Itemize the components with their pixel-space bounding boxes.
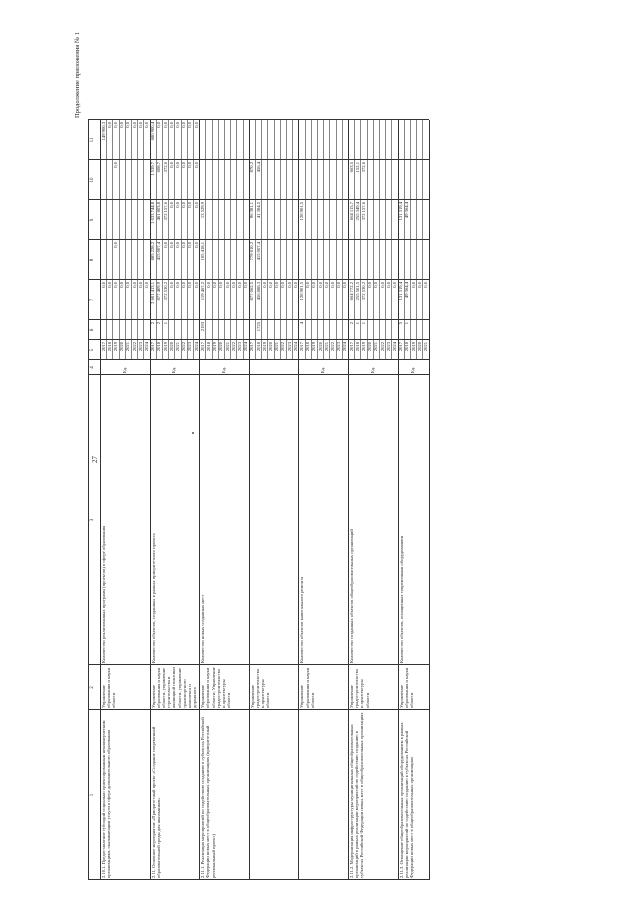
value-cell: 0,0 <box>174 282 180 288</box>
year-cell: 2023 <box>187 342 193 352</box>
unit-label: Ед. <box>410 366 416 373</box>
year-cell: 2021 <box>174 342 180 352</box>
activity-name <box>250 712 298 878</box>
header-divider <box>100 120 101 880</box>
indicator-name: Количество объектов, оснащенных современным оборудованием <box>398 535 404 663</box>
grid-line <box>243 120 244 360</box>
grid-line <box>323 120 324 360</box>
value-cell: 0,0 <box>212 282 218 288</box>
value-cell: 0,0 <box>168 242 174 248</box>
grid-line <box>224 120 225 360</box>
grid-line <box>336 120 337 360</box>
value-cell: 0,0 <box>385 282 391 288</box>
value-cell: 0,0 <box>317 282 323 288</box>
executor-name: Управление градостроительства и архитектуры области <box>249 669 271 708</box>
value-cell: 0,0 <box>143 122 149 128</box>
value-cell: 664 772,2 <box>348 282 354 301</box>
year-cell: 2023 <box>236 342 242 352</box>
year-cell: 2019 <box>410 342 416 352</box>
year-cell: 2017 <box>348 342 354 352</box>
column-divider <box>88 239 429 240</box>
executor-name: Управление образования и науки области <box>299 667 315 708</box>
value-cell: 461 803,8 <box>156 202 162 221</box>
column-header: 3 <box>90 518 95 522</box>
unit-label: Ед. <box>171 366 177 373</box>
year-cell: 2022 <box>329 342 335 352</box>
value-cell: 456,4 <box>255 162 261 173</box>
value-cell: 0,0 <box>125 282 131 288</box>
value-cell: 0,0 <box>119 122 125 128</box>
grid-line <box>373 120 374 360</box>
year-cell: 2022 <box>131 342 137 352</box>
value-cell: 680 900,4 <box>150 122 156 141</box>
year-cell: 2018 <box>255 342 261 352</box>
value-cell: 779 810,2 <box>249 242 255 261</box>
value-cell: 96 381,1 <box>249 202 255 219</box>
column-header: 9 <box>90 218 95 222</box>
year-cell: 2017 <box>398 342 404 352</box>
grid-line <box>385 120 386 360</box>
value-cell: 13 529,9 <box>199 202 205 219</box>
unit-label: Ед. <box>369 366 375 373</box>
value-cell: 0,0 <box>267 282 273 288</box>
value-cell: 0,0 <box>119 282 125 288</box>
value-cell: 0,0 <box>106 122 112 128</box>
value-cell: 0,0 <box>286 282 292 288</box>
value-cell: 1 <box>404 322 410 325</box>
value-cell: 0,0 <box>205 282 211 288</box>
value-cell: 0,0 <box>181 242 187 248</box>
column-header: 7 <box>90 298 95 302</box>
activity-name: 2.10.1. Предоставление субсидий социально ориентированным некоммерческим организациям, оказывающим услуги в сфере дополнительного образования <box>101 720 112 878</box>
value-cell: 663,5 <box>348 162 354 173</box>
year-cell: 2020 <box>317 342 323 352</box>
column-divider <box>88 879 429 880</box>
value-cell: 131 319,4 <box>398 282 404 301</box>
grid-line <box>367 120 368 360</box>
value-cell: 5 <box>398 322 404 325</box>
year-cell: 2020 <box>416 342 422 352</box>
grid-line <box>212 120 213 360</box>
value-cell: 0,0 <box>112 282 118 288</box>
grid-line <box>342 120 343 360</box>
value-cell: 1 <box>360 322 366 325</box>
activity-name: 2.11.2. Модернизация инфраструктуры муниципальных общеобразовательных организаций в рамках реализации мероприятий по содействию созданию в субъектах Российской Федерации новых мест в общеобразовательных организациях <box>349 712 365 878</box>
grid-line <box>379 120 380 360</box>
value-cell: 0,0 <box>112 242 118 248</box>
value-cell: 0,0 <box>162 242 168 248</box>
value-cell: 0,0 <box>379 282 385 288</box>
value-cell: 0,0 <box>305 282 311 288</box>
column-header: 11 <box>90 137 95 143</box>
column-divider <box>88 119 429 120</box>
year-cell: 2023 <box>336 342 342 352</box>
value-cell: 0,0 <box>187 162 193 168</box>
executor-name: Управление образования и науки области <box>398 667 414 708</box>
value-cell: 2193 <box>199 322 205 332</box>
value-cell: 0,0 <box>131 122 137 128</box>
column-header: 4 <box>90 366 95 369</box>
grid-line <box>329 120 330 360</box>
year-cell: 2021 <box>224 342 230 352</box>
value-cell: 372,6 <box>162 162 168 173</box>
value-cell: 2 <box>348 322 354 325</box>
value-cell: 0,0 <box>292 282 298 288</box>
year-cell: 2017 <box>199 342 205 352</box>
year-cell: 2019 <box>162 342 168 352</box>
year-cell: 2017 <box>150 342 156 352</box>
column-header: 2 <box>90 686 95 689</box>
grid-line <box>230 120 231 360</box>
value-cell: 0,0 <box>416 282 422 288</box>
year-cell: 2019 <box>311 342 317 352</box>
value-cell: 49 364,4 <box>404 202 410 219</box>
value-cell: 0,0 <box>280 282 286 288</box>
value-cell: 1725 <box>255 322 261 332</box>
year-cell: 2023 <box>385 342 391 352</box>
year-cell: 2023 <box>286 342 292 352</box>
executor-name: Управление образования и науки области; Управление градостроительства и архитектуры области <box>200 667 232 708</box>
value-cell: 0,0 <box>193 242 199 248</box>
column-divider <box>88 279 429 280</box>
value-cell: 0,0 <box>274 282 280 288</box>
year-cell: 2017 <box>100 342 106 352</box>
year-cell: 2018 <box>156 342 162 352</box>
value-cell: 0,0 <box>174 202 180 208</box>
year-cell: 2021 <box>422 342 428 352</box>
value-cell: 0,0 <box>181 282 187 288</box>
activity-name <box>299 712 347 878</box>
value-cell: 0,0 <box>106 282 112 288</box>
value-cell: 415 007,4 <box>156 242 162 261</box>
year-cell: 2018 <box>106 342 112 352</box>
year-cell: 2019 <box>212 342 218 352</box>
value-cell: 1 539,7 <box>150 162 156 176</box>
value-cell: 0,0 <box>422 282 428 288</box>
value-cell: 0,0 <box>193 202 199 208</box>
value-cell: 372 530,2 <box>360 282 366 301</box>
indicator-name: Количество объектов капитального ремонта <box>299 576 305 663</box>
value-cell: 0,0 <box>243 282 249 288</box>
grid-line <box>218 120 219 360</box>
year-cell: 2024 <box>292 342 298 352</box>
year-cell: 2024 <box>342 342 348 352</box>
value-cell: 0,0 <box>261 282 267 288</box>
column-divider <box>88 319 429 320</box>
value-cell: 0,0 <box>342 282 348 288</box>
data-table <box>88 32 640 880</box>
value-cell: 870,2 <box>249 162 255 173</box>
value-cell: 119 467,2 <box>199 282 205 301</box>
value-cell: 255 501,5 <box>354 282 360 301</box>
value-cell: 0,0 <box>168 282 174 288</box>
value-cell: 0,0 <box>193 122 199 128</box>
value-cell: 0,0 <box>168 162 174 168</box>
year-cell: 2019 <box>360 342 366 352</box>
activity-name: 2.11.1. Реализация мероприятий по содействию созданию в субъектах Российской Федерации новых мест в общеобразовательных организациях (приоритетный региональный проект) <box>200 717 216 878</box>
year-cell: 2017 <box>249 342 255 352</box>
grid-line <box>410 120 411 360</box>
column-header: 8 <box>90 258 95 262</box>
value-cell: 0,0 <box>187 202 193 208</box>
value-cell: 105 418,1 <box>199 242 205 261</box>
column-header: 5 <box>90 348 95 352</box>
year-cell: 2019 <box>112 342 118 352</box>
grid-line <box>391 120 392 360</box>
year-cell: 2020 <box>119 342 125 352</box>
column-divider <box>88 339 429 340</box>
grid-line <box>305 120 306 360</box>
value-cell: 0,0 <box>336 282 342 288</box>
column-header: 6 <box>90 328 95 332</box>
value-cell: 0,0 <box>137 282 143 288</box>
year-cell: 2022 <box>379 342 385 352</box>
grid-line <box>317 120 318 360</box>
value-cell: 0,0 <box>187 122 193 128</box>
year-cell: 2020 <box>267 342 273 352</box>
grid-line <box>236 120 237 360</box>
value-cell: 372,6 <box>360 162 366 173</box>
value-cell: 0,0 <box>112 122 118 128</box>
value-cell: 0,0 <box>373 282 379 288</box>
activity-name: 2.11.3. Оснащение общеобразовательных организаций оборудованием в рамках реализации мероприятий по содействию созданию в субъектах Российской Федерации новых мест в общеобразовательных организациях <box>398 722 414 878</box>
value-cell: 128 901,5 <box>298 282 304 301</box>
value-cell: 0,0 <box>367 282 373 288</box>
year-cell: 2022 <box>230 342 236 352</box>
value-cell: 372 157,6 <box>360 202 366 221</box>
year-cell: 2020 <box>367 342 373 352</box>
value-cell: 128 901,5 <box>298 202 304 221</box>
grid-line <box>205 120 206 360</box>
column-header: 10 <box>90 177 95 183</box>
value-cell: 0,0 <box>181 162 187 168</box>
value-cell: 0,0 <box>187 242 193 248</box>
value-cell: 2 <box>156 322 162 325</box>
year-cell: 2020 <box>218 342 224 352</box>
value-cell: 1 <box>354 322 360 325</box>
value-cell: 1 <box>162 322 168 325</box>
indicator-name: Количество созданных объектов общеобразовательных организаций <box>349 529 354 663</box>
value-cell: 885 228,2 <box>150 242 156 261</box>
column-divider <box>88 664 429 665</box>
indicator-name: Количество объектов, созданных в рамках приоритетного проекта <box>150 533 156 663</box>
value-cell: 0,0 <box>174 242 180 248</box>
year-cell: 2024 <box>193 342 199 352</box>
value-cell: 0,0 <box>143 282 149 288</box>
year-cell: 2020 <box>168 342 174 352</box>
value-cell: 372 530,2 <box>162 282 168 301</box>
value-cell: 0,0 <box>236 282 242 288</box>
year-cell: 2018 <box>305 342 311 352</box>
value-cell: 255 349,4 <box>354 202 360 221</box>
value-cell: 0,0 <box>131 282 137 288</box>
value-cell: 0,0 <box>100 282 106 288</box>
grid-line <box>261 120 262 360</box>
value-cell: 0,0 <box>112 162 118 168</box>
executor-name: Управление образования и науки области, управление строительства и жилищной политики области, управление транспортного комплекса и дорожного <box>150 667 198 708</box>
year-cell: 2023 <box>137 342 143 352</box>
grid-line <box>292 120 293 360</box>
value-cell: 0,0 <box>218 282 224 288</box>
unit-label: Ед. <box>121 366 127 373</box>
value-cell: 608,7 <box>156 162 162 173</box>
value-cell: 0,0 <box>168 202 174 208</box>
year-cell: 2022 <box>181 342 187 352</box>
value-cell: 0,0 <box>174 162 180 168</box>
executor-name: Управление образования и науки области <box>101 667 117 708</box>
value-cell: 0,0 <box>181 122 187 128</box>
row-divider <box>429 120 430 880</box>
grid-line <box>286 120 287 360</box>
year-cell: 2021 <box>373 342 379 352</box>
value-cell: 152,1 <box>354 162 360 173</box>
page-number: 27 <box>91 456 99 463</box>
value-cell: 0,0 <box>410 282 416 288</box>
value-cell: 131 319,4 <box>398 202 404 221</box>
value-cell: 2 <box>150 322 156 325</box>
indicator-name: Количество реализованных программ (проектов) в сфере образования <box>101 525 106 663</box>
value-cell: 149 900,3 <box>100 122 106 141</box>
column-divider <box>88 159 429 160</box>
value-cell: 877 062,5 <box>249 282 255 301</box>
value-cell: 0,0 <box>162 122 168 128</box>
column-divider <box>88 709 429 710</box>
year-cell: 2024 <box>391 342 397 352</box>
year-cell: 2021 <box>323 342 329 352</box>
value-cell: 456 888,3 <box>255 282 261 301</box>
grid-line <box>311 120 312 360</box>
value-cell: 877 409,9 <box>156 282 162 301</box>
value-cell: 1 033 744,8 <box>150 202 156 224</box>
grid-line <box>267 120 268 360</box>
column-divider <box>88 374 429 375</box>
year-cell: 2021 <box>274 342 280 352</box>
value-cell: 0,0 <box>323 282 329 288</box>
value-cell: 0,0 <box>311 282 317 288</box>
value-cell: 415 007,4 <box>255 242 261 261</box>
value-cell: 2 601 413,1 <box>150 282 156 304</box>
year-cell: 2017 <box>298 342 304 352</box>
value-cell: 0,0 <box>193 162 199 168</box>
value-cell: 0,0 <box>329 282 335 288</box>
year-cell: 2021 <box>125 342 131 352</box>
year-cell: 2018 <box>404 342 410 352</box>
year-cell: 2024 <box>143 342 149 352</box>
value-cell: 0,0 <box>224 282 230 288</box>
value-cell: 0,0 <box>174 122 180 128</box>
value-cell: 4 <box>298 322 304 325</box>
value-cell: 0,0 <box>230 282 236 288</box>
year-cell: 2018 <box>354 342 360 352</box>
year-cell: 2019 <box>261 342 267 352</box>
table-top-border <box>88 120 89 880</box>
value-cell: 372 157,6 <box>162 202 168 221</box>
column-header: 1 <box>90 793 95 797</box>
year-cell: 2022 <box>280 342 286 352</box>
value-cell: 0,0 <box>168 122 174 128</box>
grid-line <box>422 120 423 360</box>
year-cell: 2024 <box>243 342 249 352</box>
value-cell: 41 384,5 <box>255 202 261 219</box>
value-cell: 0,0 <box>193 282 199 288</box>
activity-name: 2.11. Основное мероприятие «Приоритетный проект «Создание современной образовательной среды для школьников» <box>150 726 161 878</box>
unit-label: Ед. <box>221 366 226 373</box>
grid-line <box>280 120 281 360</box>
value-cell: 0,0 <box>137 122 143 128</box>
value-cell: 0,0 <box>125 122 131 128</box>
value-cell: 0,0 <box>187 282 193 288</box>
indicator-name <box>250 377 298 663</box>
value-cell: 0,0 <box>181 202 187 208</box>
value-cell: 49 364,4 <box>404 282 410 299</box>
year-cell: 2018 <box>205 342 211 352</box>
column-divider <box>88 359 429 360</box>
unit-label: Ед. <box>320 366 326 373</box>
grid-line <box>416 120 417 360</box>
value-cell: 0,0 <box>156 122 162 128</box>
value-cell: 664 115,7 <box>348 202 354 221</box>
column-divider <box>88 199 429 200</box>
appendix-label: Продолжение приложения № 1 <box>74 32 81 118</box>
indicator-name: Количество новых созданных мест <box>200 594 206 663</box>
value-cell: 0,0 <box>391 282 397 288</box>
executor-name: Управление градостроительства и архитектуры области <box>349 669 370 708</box>
grid-line <box>274 120 275 360</box>
